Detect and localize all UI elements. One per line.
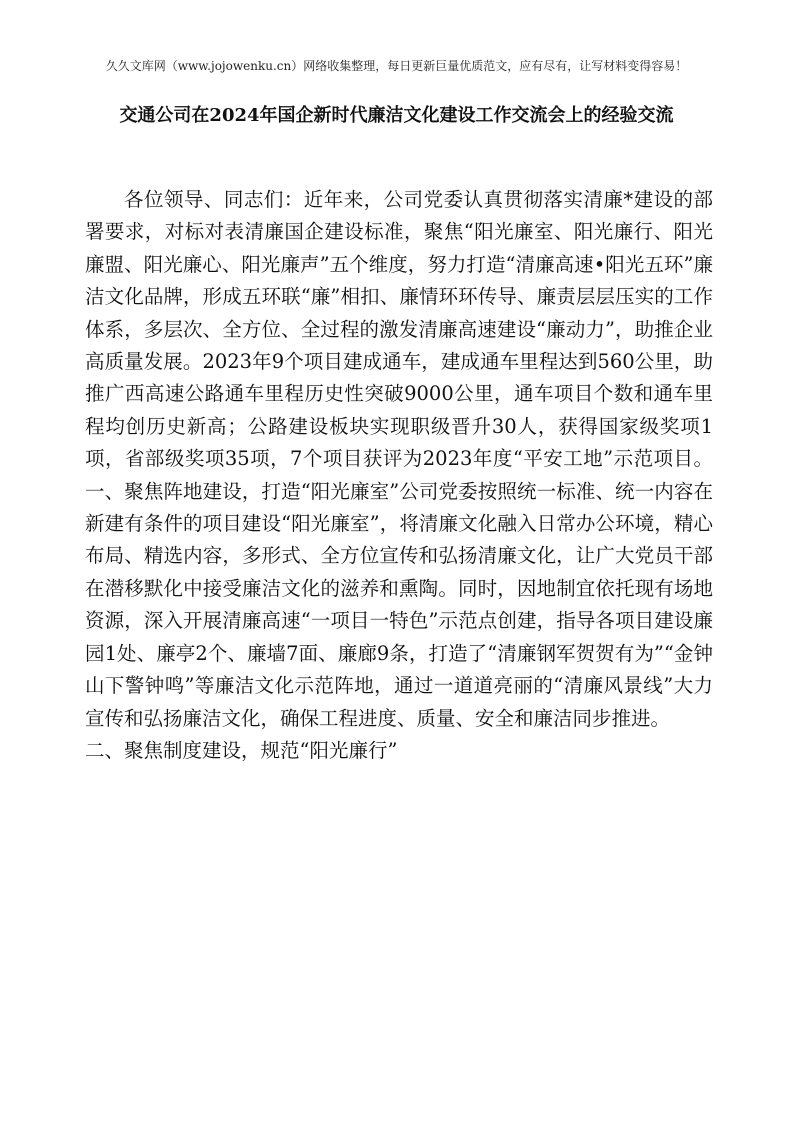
body-paragraph: 各位领导、同志们：近年来，公司党委认真贯彻落实清廉*建设的部署要求，对标对表清廉国企建设标准，聚焦“阳光廉室、阳光廉行、阳光廉盟、阳光廉心、阳光廉声”五个维度，努力打造“清廉高速•阳光五环”廉洁文化品牌，形成五环联“廉”相扣、廉情环环传导、廉责层层压实的工作体系，多层次、全方位、全过程的激发清廉高速建设“廉动力”，助推企业高质量发展。2023年9个项目建成通车，建成通车里程达到560公里，助推广西高速公路通车里程历史性突破9000公里，通车项目个数和通车里程均创历史新高；公路建设板块实现职级晋升30人，获得国家级奖项1项，省部级奖项35项，7个项目获评为2023年度“平安工地”示范项目。一、聚焦阵地建设，打造“阳光廉室”公司党委按照统一标准、统一内容在新建有条件的项目建设“阳光廉室”，将清廉文化融入日常办公环境，精心布局、精选内容，多形式、全方位宣传和弘扬清廉文化，让广大党员干部在潜移默化中接受廉洁文化的滋养和熏陶。同时，因地制宜依托现有场地资源，深入开展清廉高速“一项目一特色”示范点创建，指导各项目建设廉园1处、廉亭2个、廉墙7面、廉廊9条，打造了“清廉钢军贺贺有为”“金钟山下警钟鸣”等廉洁文化示范阵地，通过一道道亮丽的“清廉风景线”大力宣传和弘扬廉洁文化，确保工程进度、质量、安全和廉洁同步推进。 [85,188,713,730]
header-note: 久久文库网（www.jojowenku.cn）网络收集整理，每日更新巨量优质范文，应有尽有，让写材料变得容易！ [105,59,688,73]
document-title: 交通公司在2024年国企新时代廉洁文化建设工作交流会上的经验交流 [119,105,674,126]
document-body [85,184,713,767]
section-heading: 二、聚焦制度建设，规范“阳光廉行” [85,738,398,762]
